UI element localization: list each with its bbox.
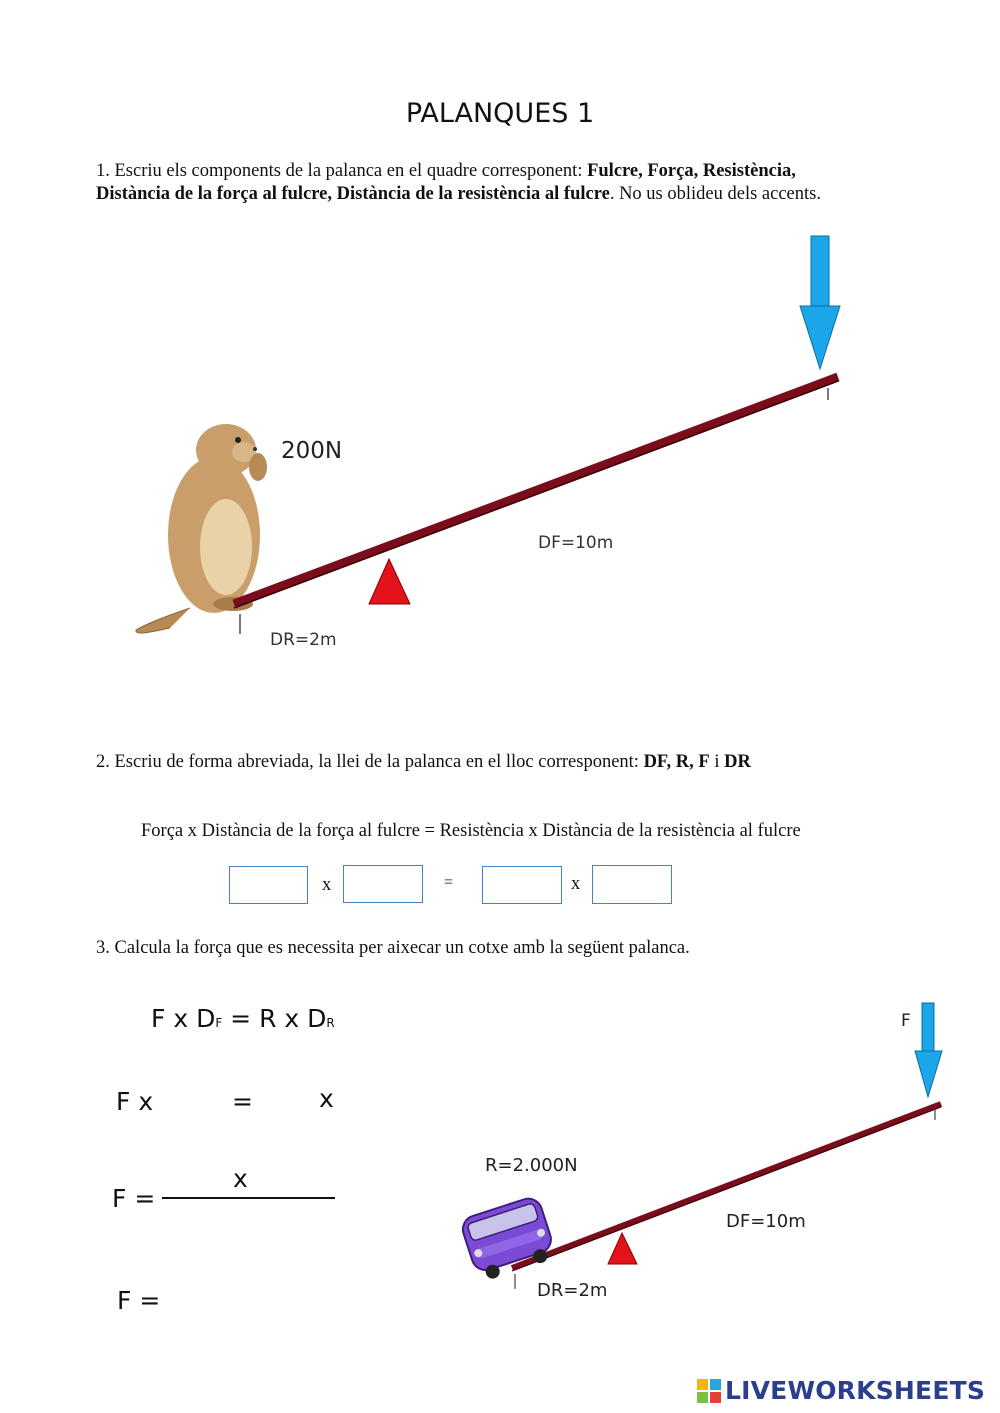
formula-line-3-f: F = [112,1184,156,1213]
formula-line-2-f: F x [116,1087,154,1116]
formula-line-2-x: x [319,1084,334,1113]
answer-box-1[interactable] [229,866,308,904]
force-arrow-1 [800,236,840,369]
formula-line-1: F x DF = R x DR [151,1004,335,1033]
page-title: PALANQUES 1 [405,98,595,129]
answer-box-4[interactable] [592,865,672,904]
question-1-text [96,160,926,206]
brand-logo-icon [697,1379,721,1403]
question-1-note: . No us oblideu dels accents. [609,184,821,204]
resistance-label-2: R=2.000N [485,1155,578,1176]
dr-label-1: DR=2m [270,630,337,650]
force-arrow-2 [915,1003,942,1097]
force-label-1: 200N [281,438,343,464]
answer-box-3[interactable] [482,866,562,904]
lever-diagram-2 [440,995,960,1315]
question-3-text: 3. Calcula la força que es necessita per aixecar un cotxe amb la següent palanca. [96,938,690,958]
question-1-terms-b: Distància de la força al fulcre, Distància de la resistència al fulcre [96,184,610,204]
operator-equals: = [444,874,454,891]
question-1-terms-a: Fulcre, Força, Resistència, [587,161,796,181]
lever-law-text: Força x Distància de la força al fulcre = Resistència x Distància de la resistència al fulcre [141,821,801,841]
fulcrum-triangle-2 [608,1233,637,1264]
car-image [459,1195,557,1283]
force-label-2: F [901,1011,911,1031]
fraction-bar [162,1197,335,1199]
brand-logo [697,1376,985,1405]
formula-line-2-equals: = [232,1087,253,1116]
formula-line-4-f: F = [117,1286,161,1315]
question-2-terms-b: DR [724,752,751,772]
lever-bar-1 [234,377,838,604]
df-label-2: DF=10m [726,1211,806,1232]
operator-x-2: x [571,874,581,894]
lever-bar-2 [512,1104,941,1268]
dr-label-2: DR=2m [537,1280,608,1301]
question-2-text [96,751,926,774]
brand-name: LIVEWORKSHEETS [725,1376,986,1405]
formula-line-3-x: x [233,1164,248,1193]
lever-diagram-1 [0,220,1000,680]
operator-x-1: x [322,875,332,895]
question-1-intro: 1. Escriu els components de la palanca en el quadre corresponent: [96,161,588,181]
df-label-1: DF=10m [538,533,614,553]
question-2-and: i [709,752,725,772]
question-2-terms-a: DF, R, F [643,752,710,772]
question-2-intro: 2. Escriu de forma abreviada, la llei de la palanca en el lloc corresponent: [96,752,644,772]
answer-box-2[interactable] [343,865,423,903]
